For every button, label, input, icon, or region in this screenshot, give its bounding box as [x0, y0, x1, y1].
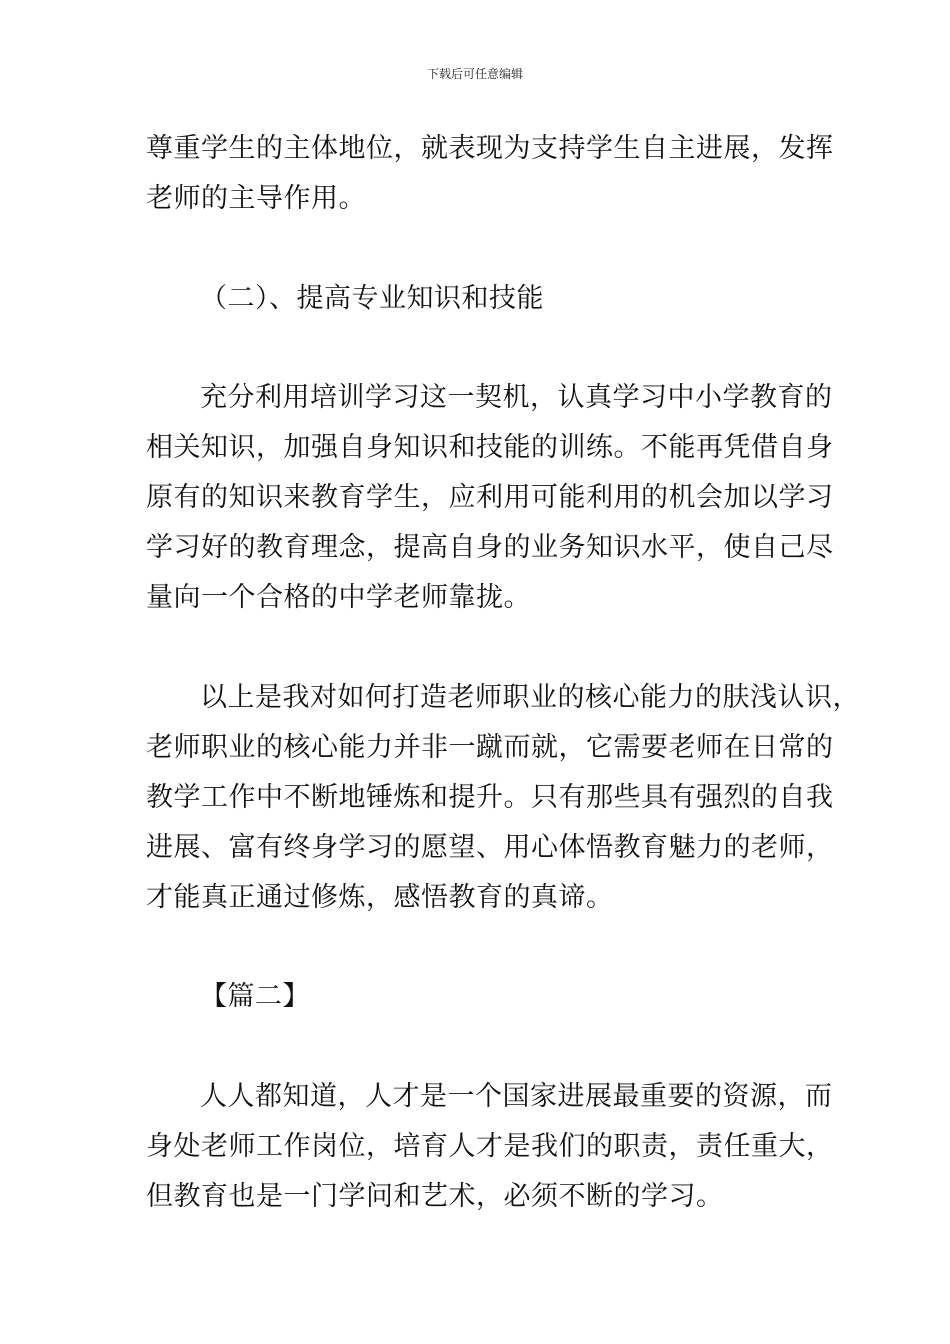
text-line: 才能真正通过修炼，感悟教育的真谛。 [146, 882, 614, 913]
text-line: 学习好的教育理念，提高自身的业务知识水平，使自己尽 [146, 532, 834, 563]
header-note: 下载后可任意编辑 [426, 67, 523, 81]
text-line: 量向一个合格的中学老师靠拢。 [146, 582, 531, 613]
text-line: 尊重学生的主体地位，就表现为支持学生自主进展，发挥 [146, 133, 834, 164]
text-line: 身处老师工作岗位，培育人才是我们的职责，责任重大， [146, 1131, 834, 1162]
text-line: 老师的主导作用。 [146, 183, 366, 214]
text-line: 但教育也是一门学问和艺术，必须不断的学习。 [146, 1181, 724, 1212]
text-line: 相关知识，加强自身知识和技能的训练。不能再凭借自身 [146, 432, 834, 463]
text-line: 原有的知识来教育学生，应利用可能利用的机会加以学习 [146, 482, 834, 513]
text-line: 教学工作中不断地锤炼和提升。只有那些具有强烈的自我 [146, 782, 834, 813]
text-line: 充分利用培训学习这一契机，认真学习中小学教育的 [200, 382, 833, 413]
section-heading: （二）、提高专业知识和技能 [200, 283, 544, 314]
text-line: 以上是我对如何打造老师职业的核心能力的肤浅认识， [200, 682, 860, 713]
text-line: 进展、富有终身学习的愿望、用心体悟教育魅力的老师， [146, 832, 834, 863]
text-line: 老师职业的核心能力并非一蹴而就，它需要老师在日常的 [146, 732, 834, 763]
section-heading: 【篇二】 [200, 981, 310, 1012]
text-line: 人人都知道，人才是一个国家进展最重要的资源，而 [200, 1081, 833, 1112]
